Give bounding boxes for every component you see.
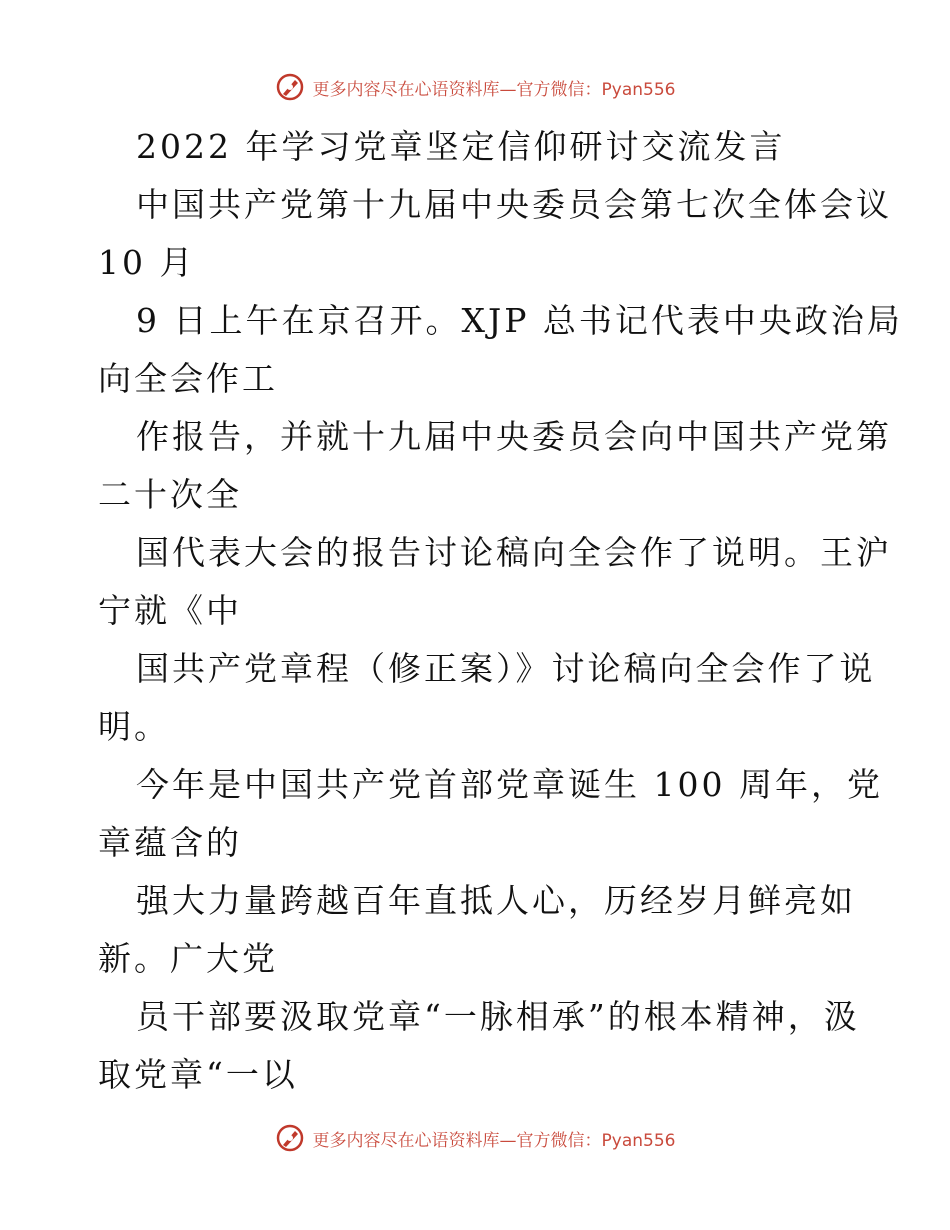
text-line: 国代表大会的报告讨论稿向全会作了说明。王沪: [136, 533, 892, 572]
watermark-text: 更多内容尽在心语资料库—官方微信：Pyan556: [312, 1130, 676, 1151]
text-line: 2022 年学习党章坚定信仰研讨交流发言: [136, 127, 786, 166]
text-line: 向全会作工: [98, 359, 278, 398]
pen-circle-logo-icon: [275, 72, 305, 102]
text-line: 二十次全: [98, 475, 242, 514]
text-line: 10 月: [98, 243, 196, 282]
text-line: 中国共产党第十九届中央委员会第七次全体会议: [136, 185, 892, 224]
text-line: 国共产党章程（修正案）》讨论稿向全会作了说: [136, 649, 876, 688]
watermark-text: 更多内容尽在心语资料库—官方微信：Pyan556: [312, 79, 676, 100]
text-line: 宁就《中: [98, 591, 242, 630]
pen-circle-logo-icon: [275, 1123, 305, 1153]
text-line: 员干部要汲取党章“一脉相承”的根本精神，汲: [136, 997, 860, 1036]
footer-watermark: [0, 1123, 950, 1153]
text-line: 新。广大党: [98, 939, 278, 978]
text-line: 章蕴含的: [98, 823, 242, 862]
text-line: 9 日上午在京召开。XJP 总书记代表中央政治局: [136, 301, 903, 340]
text-line: 明。: [98, 707, 170, 746]
text-line: 取党章“一以: [98, 1055, 298, 1094]
text-line: 今年是中国共产党首部党章诞生 100 周年，党: [136, 765, 883, 804]
text-line: 作报告，并就十九届中央委员会向中国共产党第: [136, 417, 892, 456]
document-body: [98, 118, 903, 1104]
text-line: 强大力量跨越百年直抵人心，历经岁月鲜亮如: [136, 881, 856, 920]
header-watermark: [0, 72, 950, 102]
